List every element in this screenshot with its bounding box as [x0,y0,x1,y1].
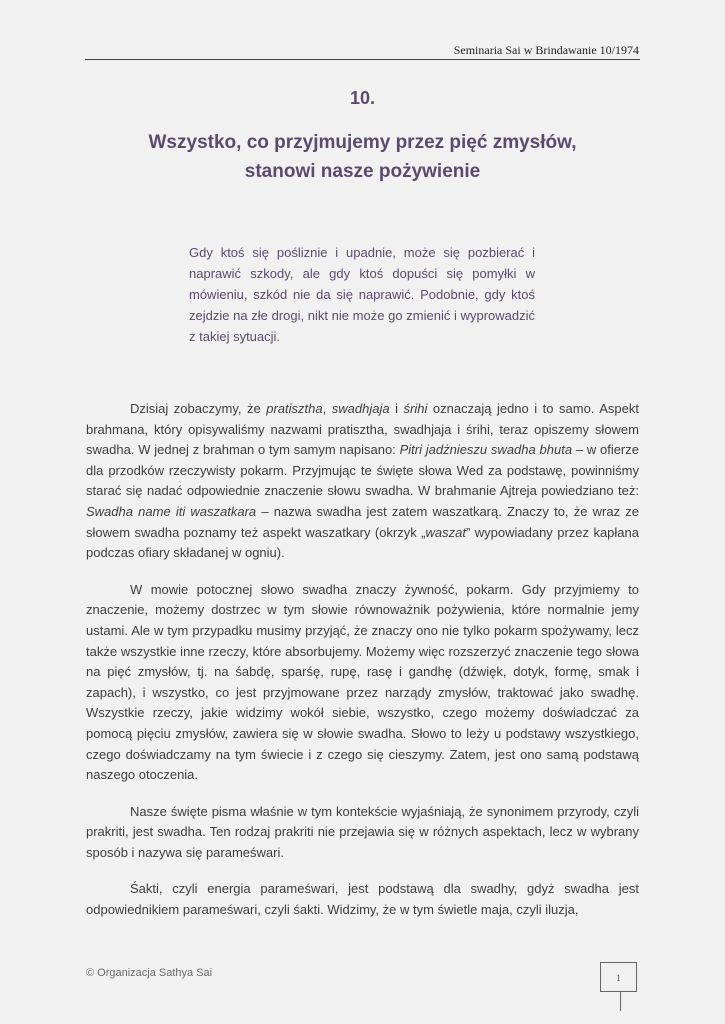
p1-term-pratisztha: pratisztha [266,401,323,416]
paragraph-4: Śakti, czyli energia parameśwari, jest podstawą dla swadhy, gdyż swadha jest odpowiednikiem parameśwari, czyli śakti. Widzimy, że w tym świetle maja, czyli iluzja, [86,881,639,918]
chapter-title-line2: stanowi nasze pożywienie [244,161,481,182]
page-number-stem [620,992,621,1011]
p1-text-i: – w ofierze dla przodków rzeczywisty pokarm. Przyjmując te święte słowa Wed za podstawę, powinniśmy starać się nadać odpowiednie znaczenie słowu swadha. W brahmanie Ajtreja powiedziano też: [86,442,639,499]
p1-quote-swadha: Swadha name iti waszatkara [86,503,257,519]
p1-quote-pitri: Pitri jadżnieszu swadha bhuta [399,442,573,458]
page-number: 1 [600,962,637,992]
p1-text-a: Dzisiaj zobaczymy, że [130,401,267,416]
running-header: Seminaria Sai w Brindawanie 10/1974 [453,43,639,57]
paragraph-1 [86,399,639,564]
p1-text-e: i [389,401,404,416]
header-rule [85,59,640,60]
chapter-title [100,128,625,186]
paragraph-3: Nasze święte pisma właśnie w tym kontekście wyjaśniają, że synonimem przyrody, czyli prakriti, jest swadha. Ten rodzaj prakriti nie przejawia się w różnych aspektach, lecz w wybrany sposób i nazywa się parameśwari. [86,803,639,860]
motto-quote: Gdy ktoś się pośliznie i upadnie, może się pozbierać i naprawić szkody, ale gdy ktoś dopuści się pomyłki w mówieniu, szkód nie da się naprawić. Podobnie, gdy ktoś zejdzie na złe drogi, nikt nie może go zmienić i wyprowadzić z takiej sytuacji. [189,245,535,344]
body-text [86,399,639,937]
p1-term-waszat: waszat [425,524,466,540]
chapter-number: 10. [349,88,376,108]
p1-text-k: – nazwa swadha jest zatem waszatkarą. Znaczy to, że wraz ze słowem swadha poznamy też aspekt waszatkary (okrzyk „ [86,503,639,540]
p1-term-srihi: śrihi [403,401,428,416]
paragraph-2: W mowie potocznej słowo swadha znaczy żywność, pokarm. Gdy przyjmiemy to znaczenie, możemy dostrzec w tym słowie równoważnik pożywienia, które normalnie jemy ustami. Ale w tym przypadku musimy przyjąć, że znaczy ono nie tylko pokarm spożywamy, lecz także wszystkie inne rzeczy, które absorbujemy. Możemy więc rozszerzyć znaczenie tego słowa na pięć zmysłów, tj. na śabdę, sparśę, rupę, rasę i gandhę (dźwięk, dotyk, formę, smak i zapach), i wszystko, co jest przyjmowane przez narządy zmysłów, traktować jako swadhę. Wszystkie rzeczy, jakie widzimy wokół siebie, wszystko, czego możemy doświadczać za pomocą pięciu zmysłów, zawiera się w słowie swadha. Słowo to leży u podstawy wszystkiego, czego doświadczamy na tym świecie i z czego się cieszymy. Zatem, jest ono samą podstawą naszego otoczenia. [86,581,639,783]
p1-term-swadhjaja: swadhjaja [331,401,390,416]
p1-text-c: , [322,401,332,416]
p1-text-g: oznaczają jedno i to samo. Aspekt brahmana, który opisywaliśmy nazwami pratisztha, swadhjaja i śrihi, teraz opiszemy słowem swadha. W jednej z brahman o tym samym napisano: [86,401,639,458]
chapter-title-line1: Wszystko, co przyjmujemy przez pięć zmysłów, [148,132,577,153]
footer-copyright: © Organizacja Sathya Sai [86,967,213,979]
p1-text-m: ” wypowiadany przez kapłana podczas ofiary składanej w ogniu). [86,524,639,561]
